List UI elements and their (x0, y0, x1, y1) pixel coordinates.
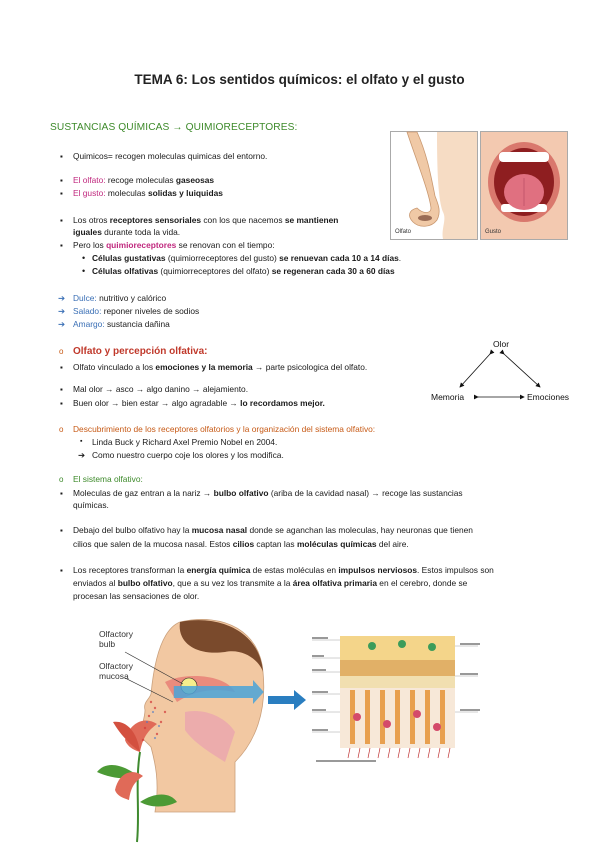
text-span: cilios que salen de la mucosa nasal. Estos (73, 539, 233, 549)
text-span: durante toda la vida. (101, 227, 181, 237)
salado-label: Salado: (73, 306, 102, 316)
bullet: ▪ (80, 438, 83, 445)
bold-span: se renuevan cada 10 a 14 días (279, 253, 399, 263)
bold-span: iguales (73, 227, 102, 237)
bullet (60, 525, 66, 537)
section-heading-descubrimiento: Descubrimiento de los receptores olfatorios y la organización del sistema olfativo: (73, 424, 376, 434)
bold-span: se regeneran cada 30 a 60 días (271, 266, 395, 276)
circle-bullet-icon: o (59, 475, 64, 484)
label-olfactory-mucosa: Olfactory mucosa (99, 661, 134, 681)
page-title: TEMA 6: Los sentidos químicos: el olfato y el gusto (134, 72, 465, 87)
bullet (60, 215, 66, 227)
text-span: de estas moléculas en (250, 565, 339, 575)
epithelium-illustration (310, 632, 485, 772)
bold-span: bulbo olfativo (213, 488, 269, 498)
text-celulas-gustativas (92, 253, 401, 264)
diagram-node-emociones: Emociones (527, 392, 570, 402)
text-otros-2 (73, 227, 180, 238)
gusto-label: El gusto: (73, 188, 106, 198)
triangle-arrows (440, 345, 550, 405)
bullet (60, 384, 66, 396)
bold-span: Células gustativas (92, 253, 166, 263)
arrow-icon: ➔ (58, 293, 66, 303)
bullet (60, 488, 66, 500)
dot-bullet: • (82, 266, 86, 276)
bullet (60, 398, 66, 410)
nose-image (390, 131, 478, 240)
text-quimicos: Quimicos= recogen moleculas quimicas del entorno. (73, 151, 268, 161)
diagram-node-olor: Olor (493, 339, 510, 349)
text-span: (quimiorreceptores del olfato) (158, 266, 272, 276)
bullet (60, 175, 66, 187)
text-span: se renovan con el tiempo: (176, 240, 275, 250)
text-span: (ariba de la cavidad nasal) → recoge las sustancias (268, 488, 463, 498)
olfactory-epithelium-figure (310, 632, 485, 772)
amargo-label: Amargo: (73, 319, 105, 329)
text-salado (73, 306, 199, 317)
text-span: reponer niveles de sodios (101, 306, 200, 316)
text-span: recoge moleculas (105, 175, 176, 185)
text-pero (73, 240, 275, 251)
bullet (60, 151, 66, 163)
text-span: Moleculas de gaz entran a la nariz → (73, 488, 214, 498)
text-span: donde se aganchan las moleculas, hay neuronas que tienen (247, 525, 473, 535)
text-span: . Estos impulsos son (417, 565, 494, 575)
bullet (60, 565, 66, 577)
text-receptores-2 (73, 578, 467, 589)
diagram-node-memoria: Memoria (431, 392, 465, 402)
text-span: enviados al (73, 578, 118, 588)
text-moleculas-2: químicas. (73, 500, 109, 510)
text-como: Como nuestro cuerpo coje los olores y los modifica. (92, 450, 284, 460)
text-span: (quimiorreceptores del gusto) (165, 253, 280, 263)
bold-span: receptores sensoriales (109, 215, 202, 225)
bold-span: bulbo olfativo (117, 578, 173, 588)
text-debajo-2 (73, 539, 409, 550)
bold-span: Células olfativas (92, 266, 159, 276)
bold-span: se mantienen (284, 215, 339, 225)
arrow-icon: ➔ (58, 306, 66, 316)
bold-span: mucosa nasal (191, 525, 248, 535)
mouth-illustration (481, 132, 567, 239)
section-heading-sistema-olfativo: El sistema olfativo: (73, 474, 143, 484)
text-dulce (73, 293, 166, 304)
text-span: Pero los (73, 240, 107, 250)
text-span: Olfato vinculado a los (73, 362, 156, 372)
bold-span: impulsos nerviosos (338, 565, 418, 575)
arrow-icon: ➔ (78, 450, 86, 460)
text-span: del aire. (376, 539, 409, 549)
text-span: . (398, 253, 402, 263)
text-span: → parte psicologica del olfato. (252, 362, 368, 372)
text-mal-olor: Mal olor → asco → algo danino → alejamiento. (73, 384, 249, 394)
text-span: , que a su vez los transmite a la (172, 578, 293, 588)
text-buen-olor (73, 398, 325, 409)
section-heading-olfato-percepcion: Olfato y percepción olfativa: (73, 346, 208, 357)
bold-span: gaseosas (175, 175, 215, 185)
bold-span: quimioreceptores (106, 240, 177, 250)
text-gusto (73, 188, 223, 199)
arrow-icon: ➔ (58, 319, 66, 329)
text-span: sustancia dañina (104, 319, 170, 329)
text-span: nutritivo y calórico (96, 293, 167, 303)
text-vinculado (73, 362, 367, 373)
image-caption-gusto: Gusto (485, 229, 502, 235)
olfato-label: El olfato: (73, 175, 106, 185)
circle-bullet-icon: o (59, 347, 64, 356)
bold-span: emociones y la memoria (155, 362, 253, 372)
bullet (60, 362, 66, 374)
text-receptores-3: procesan las sensaciones de olor. (73, 591, 200, 601)
text-span: Los receptores transforman la (73, 565, 187, 575)
text-otros (73, 215, 338, 226)
text-span: Debajo del bulbo olfativo hay la (73, 525, 192, 535)
text-span: Buen olor → bien estar → algo agradable → (73, 398, 241, 408)
bold-span: cilios (232, 539, 255, 549)
text-moleculas (73, 488, 463, 499)
text-span: Los otros (73, 215, 110, 225)
text-debajo (73, 525, 473, 536)
text-olfato (73, 175, 214, 186)
text-span: con los que nacemos (201, 215, 285, 225)
bold-span: energía química (186, 565, 251, 575)
olfactory-head-figure (85, 612, 290, 842)
text-amargo (73, 319, 170, 330)
nose-illustration (391, 132, 477, 239)
bold-span: solidas y luiquidas (147, 188, 223, 198)
bold-span: lo recordamos mejor. (240, 398, 325, 408)
text-span: captan las (254, 539, 297, 549)
bold-span: área olfativa primaria (292, 578, 377, 588)
label-olfactory-bulb: Olfactory bulb (99, 629, 134, 649)
dot-bullet: • (82, 253, 86, 263)
flow-arrow-icon (268, 690, 308, 710)
image-caption-olfato: Olfato (395, 229, 412, 235)
bullet (60, 240, 66, 252)
bold-span: moléculas químicas (296, 539, 377, 549)
text-celulas-olfativas (92, 266, 395, 277)
circle-bullet-icon: o (59, 425, 64, 434)
text-span: moleculas (105, 188, 148, 198)
text-span: en el cerebro, donde se (376, 578, 468, 588)
bullet (60, 188, 66, 200)
section-heading-sustancias: SUSTANCIAS QUÍMICAS → QUIMIORECEPTORES: (50, 122, 298, 133)
mouth-image (480, 131, 568, 240)
text-buck-axel: Linda Buck y Richard Axel Premio Nobel en 2004. (92, 437, 278, 447)
dulce-label: Dulce: (73, 293, 97, 303)
text-receptores (73, 565, 494, 576)
